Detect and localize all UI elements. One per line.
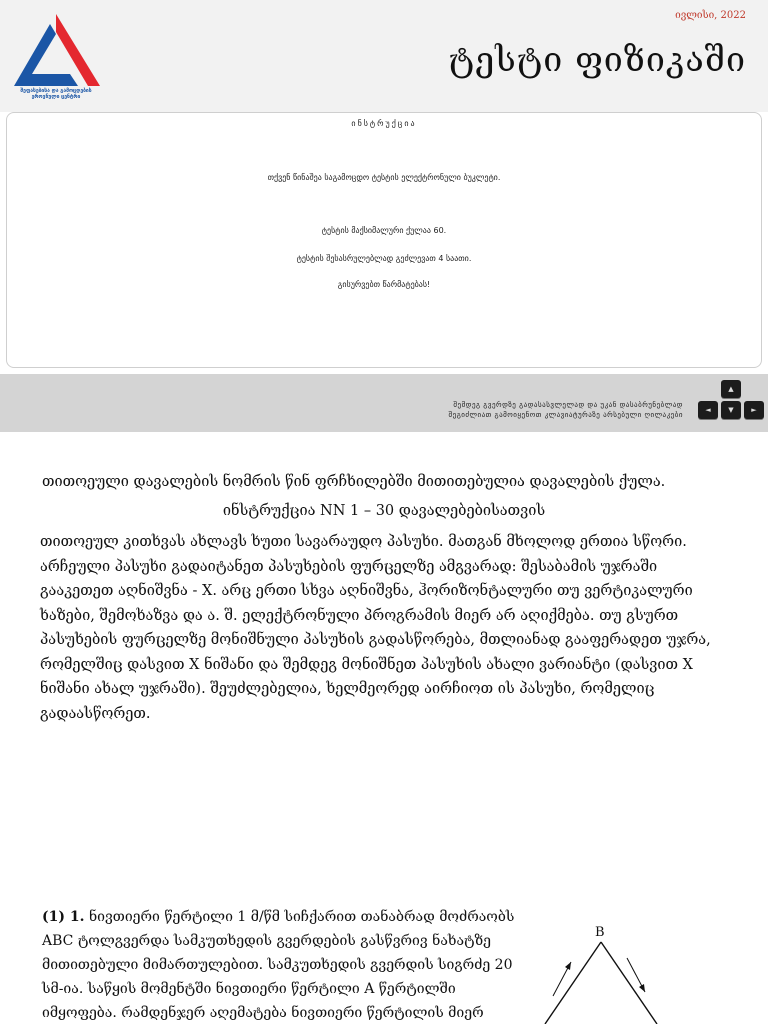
exam-date: ივლისი, 2022 bbox=[675, 10, 746, 21]
logo-caption: შეფასებისა და გამოცდების ეროვნული ცენტრი bbox=[20, 88, 92, 100]
arrow-head-right-icon bbox=[639, 984, 645, 992]
navigation-strip bbox=[0, 374, 768, 432]
question-number: (1) 1. bbox=[42, 909, 85, 925]
instructions-line-booklet: თქვენ წინაშეა საგამოცდო ტესტის ელექტრონული ბუკლეტი. bbox=[267, 173, 501, 182]
score-note: თითოეული დავალების ნომრის წინ ფრჩხილებში მითითებულია დავალების ქულა. bbox=[42, 474, 666, 490]
question-text: ნივთიერი წერტილი 1 მ/წმ სიჩქარით თანაბრად მოძრაობს ABC ტოლგვერდა სამკუთხედის გვერდების გასწვრივ ნახატზე მითითებული მიმართულებით. სამკუთხედის გვერდის სიგრძე 20 სმ-ია. საწყის მომენტში ნივთიერი წერტილი A წერტილში იმყოფება. რამდენჯერ აღემატება ნივთიერი წერტილის მიერ bbox=[42, 909, 515, 1021]
navigation-hint: შემდეგ გვერდზე გადასასვლელად და უკან დასაბრუნებლად შეგიძლიათ გამოიყენოთ კლავიატურაზე არსებული ღილაკები bbox=[448, 401, 683, 419]
triangle-figure bbox=[535, 920, 675, 1024]
instructions-line-good-luck: გისურვებთ წარმატებას! bbox=[337, 280, 431, 289]
page-title: ტესტი ფიზიკაში bbox=[448, 40, 746, 80]
arrow-right-key-icon[interactable]: ► bbox=[744, 401, 764, 419]
instructions-line-duration: ტესტის შესასრულებლად გეძლევათ 4 საათი. bbox=[296, 254, 472, 263]
instructions-heading: ინსტრუქცია bbox=[351, 119, 417, 128]
answer-instructions: თითოეულ კითხვას ახლავს ხუთი სავარაუდო პასუხი. მათგან მხოლოდ ერთია სწორი. არჩეული პასუხი გადაიტანეთ პასუხების ფურცელზე ამგვარად: შესაბამის უჯრაში გააკეთეთ აღნიშვნა - X. არც ერთი სხვა აღნიშვნა, ჰორიზონტალური თუ ვერტიკალური ხაზები, შემოხაზვა და ა. შ. ელექტრონული პროგრამის მიერ არ აღიქმება. თუ გსურთ პასუხების ფურცელზე მონიშნული პასუხის გადასწორება, მთლიანად გააფერადეთ უჯრა, რომელშიც დასვით X ნიშანი და შემდეგ მონიშნეთ პასუხის ახალი ვარიანტი (დასვით X ნიშანი ახალ უჯრაში). შეუძლებელია, ხელმეორედ აირჩიოთ ის პასუხი, რომელიც გადაასწორეთ. bbox=[40, 534, 711, 722]
arrow-up-key-icon[interactable]: ▲ bbox=[721, 380, 741, 398]
arrow-down-key-icon[interactable]: ▼ bbox=[721, 401, 741, 419]
arrow-left-key-icon[interactable]: ◄ bbox=[698, 401, 718, 419]
arrow-head-left-icon bbox=[565, 962, 571, 970]
vertex-label-b: B bbox=[595, 925, 605, 940]
instructions-line-max-score: ტესტის მაქსიმალური ქულაა 60. bbox=[321, 226, 447, 235]
instructions-panel bbox=[6, 112, 762, 368]
triangle-right-side bbox=[601, 942, 657, 1024]
question-1 bbox=[42, 905, 532, 1025]
page-header bbox=[0, 0, 768, 112]
triangle-left-side bbox=[545, 942, 601, 1024]
section-subheading: ინსტრუქცია NN 1 – 30 დავალებებისათვის bbox=[222, 503, 546, 519]
